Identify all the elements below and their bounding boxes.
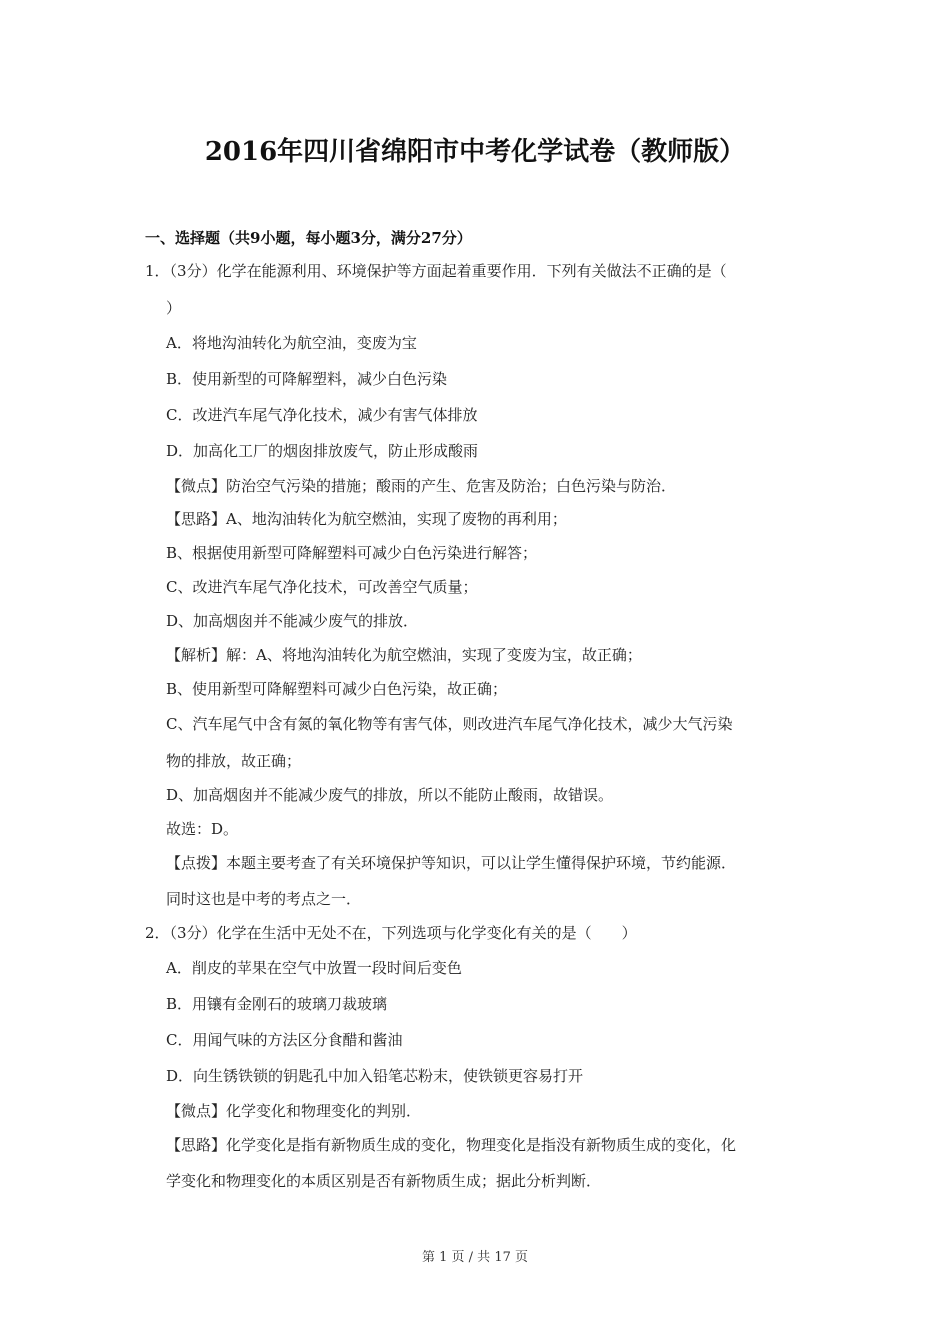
analysis-line: B、使用新型可降解塑料可减少白色污染，故正确； <box>166 680 508 698</box>
option-b: B．使用新型的可降解塑料，减少白色污染 <box>166 370 448 388</box>
question-stem: （3分）化学在生活中无处不在，下列选项与化学变化有关的是（ ） <box>169 924 637 942</box>
analysis-line: 【解析】解：A、将地沟油转化为航空燃油，实现了变废为宝，故正确； <box>166 646 642 664</box>
question-number: 1．（3分）化学在能源利用、环境保护等方面起着重要作用．下列有关做法不正确的是（ <box>145 262 727 280</box>
approach-line: 学变化和物理变化的本质区别是否有新物质生成；据此分析判断． <box>166 1172 602 1190</box>
option-c: C．用闻气味的方法区分食醋和酱油 <box>166 1031 403 1049</box>
option-a: A．削皮的苹果在空气中放置一段时间后变色 <box>166 959 462 977</box>
comment-line: 同时这也是中考的考点之一． <box>166 890 362 908</box>
option-a: A．将地沟油转化为航空油，变废为宝 <box>166 334 417 352</box>
option-d: D．加高化工厂的烟囱排放废气，防止形成酸雨 <box>166 442 479 460</box>
option-c: C．改进汽车尾气净化技术，减少有害气体排放 <box>166 406 478 424</box>
page-footer: 第 1 页 / 共 17 页 <box>422 1250 528 1265</box>
option-d: D．向生锈铁锁的钥匙孔中加入铅笔芯粉末，使铁锁更容易打开 <box>166 1067 584 1085</box>
answer-line: 故选：D。 <box>166 820 239 838</box>
key-point: 【微点】化学变化和物理变化的判别． <box>166 1102 422 1120</box>
question-stem-continued: ） <box>166 299 182 317</box>
approach-line: D、加高烟囱并不能减少废气的排放． <box>166 612 419 630</box>
approach-line: 【思路】A、地沟油转化为航空燃油，实现了废物的再利用； <box>166 510 567 528</box>
section-header: 一、选择题（共9小题，每小题3分，满分27分） <box>145 229 472 247</box>
approach-line: C、改进汽车尾气净化技术，可改善空气质量； <box>166 578 478 596</box>
option-b: B．用镶有金刚石的玻璃刀裁玻璃 <box>166 995 388 1013</box>
document-title: 2016年四川省绵阳市中考化学试卷（教师版） <box>204 137 746 167</box>
question-stem: （3分）化学在能源利用、环境保护等方面起着重要作用．下列有关做法不正确的是（ <box>169 262 727 280</box>
key-point: 【微点】防治空气污染的措施；酸雨的产生、危害及防治；白色污染与防治． <box>166 477 677 495</box>
approach-line: 【思路】化学变化是指有新物质生成的变化，物理变化是指没有新物质生成的变化，化 <box>166 1136 737 1154</box>
comment-line: 【点拨】本题主要考查了有关环境保护等知识，可以让学生懂得保护环境，节约能源． <box>166 854 737 872</box>
analysis-line: C、汽车尾气中含有氮的氧化物等有害气体，则改进汽车尾气净化技术，减少大气污染 <box>166 715 733 733</box>
approach-line: B、根据使用新型可降解塑料可减少白色污染进行解答； <box>166 544 538 562</box>
question-number: 2．（3分）化学在生活中无处不在，下列选项与化学变化有关的是（ ） <box>145 924 637 942</box>
analysis-line: 物的排放，故正确； <box>166 752 302 770</box>
analysis-line: D、加高烟囱并不能减少废气的排放，所以不能防止酸雨，故错误。 <box>166 786 614 804</box>
